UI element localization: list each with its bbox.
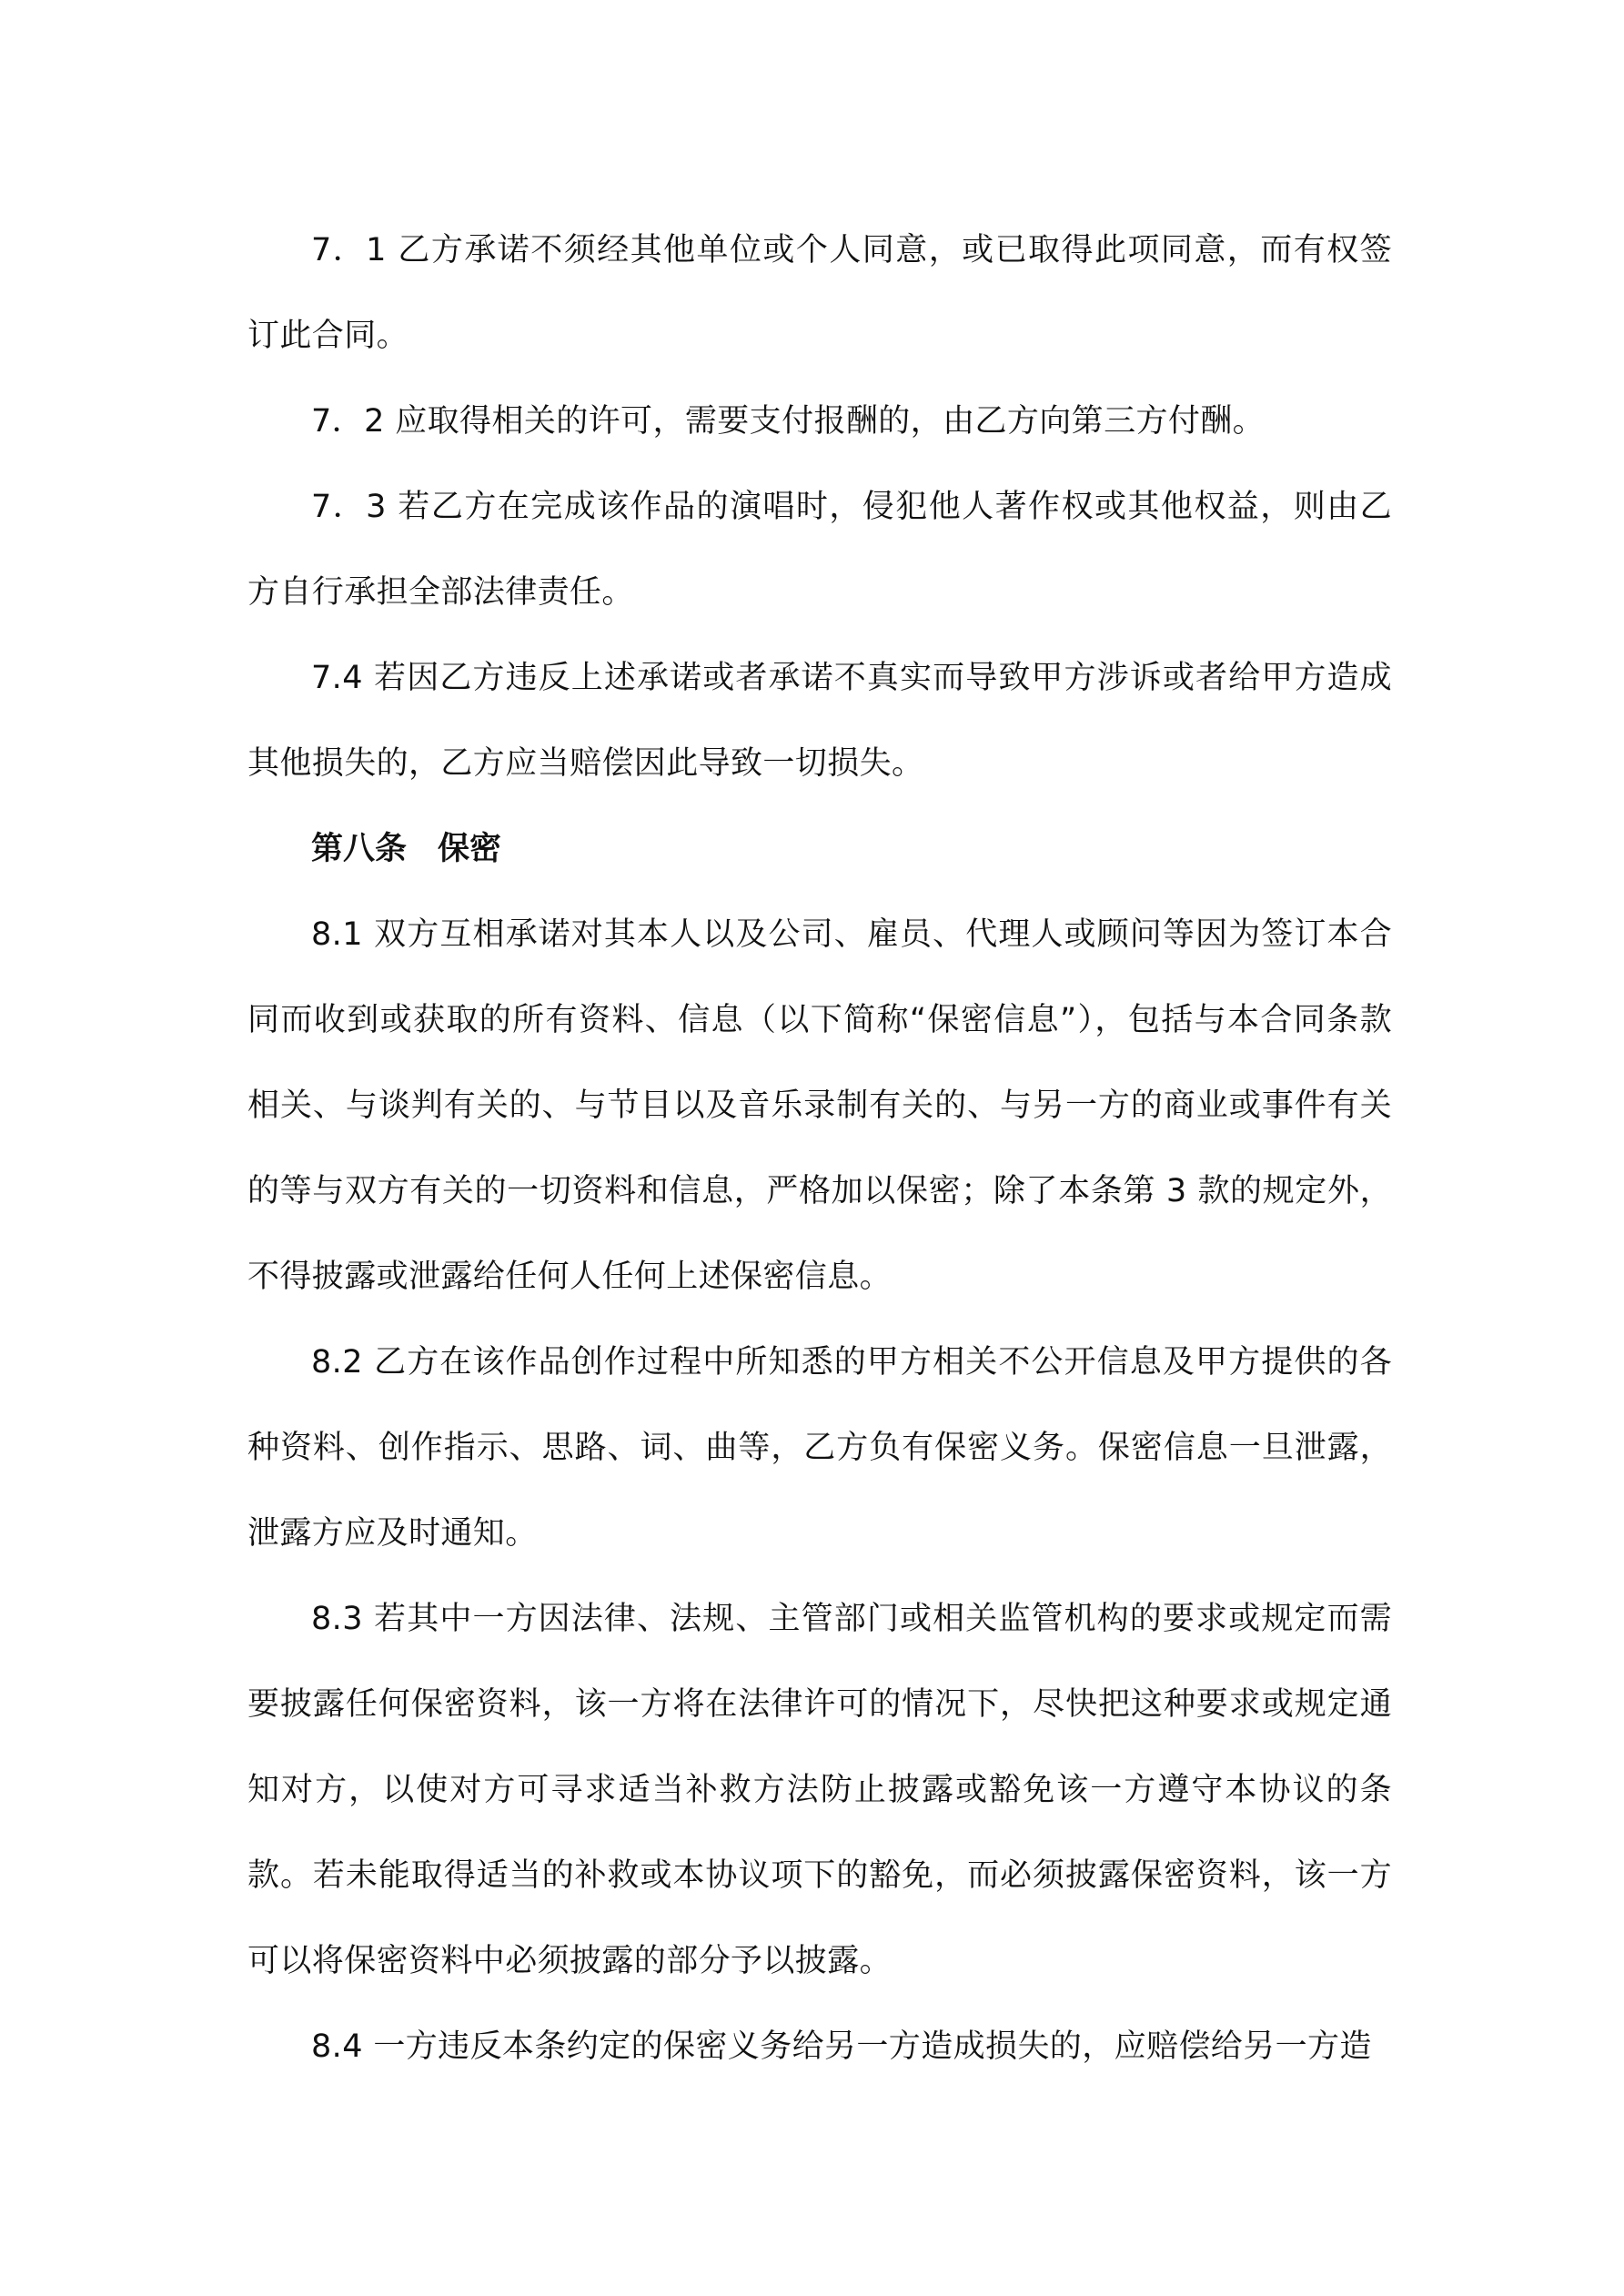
clause-8-4: 8.4 一方违反本条约定的保密义务给另一方造成损失的，应赔偿给另一方造	[311, 2028, 1372, 2065]
clause-7-2: 7．2 应取得相关的许可，需要支付报酬的，由乙方向第三方付酬。	[311, 403, 1266, 440]
clause-7-1: 7．1 乙方承诺不须经其他单位或个人同意，或已取得此项同意，而有权签订此合同。	[247, 232, 1392, 354]
article-number: 第八条	[311, 831, 408, 867]
clause-8-2: 8.2 乙方在该作品创作过程中所知悉的甲方相关不公开信息及甲方提供的各种资料、创作指示、思路、词、曲等，乙方负有保密义务。保密信息一旦泄露，泄露方应及时通知。	[247, 1344, 1392, 1552]
clause-8-3: 8.3 若其中一方因法律、法规、主管部门或相关监管机构的要求或规定而需要披露任何保密资料，该一方将在法律许可的情况下，尽快把这种要求或规定通知对方，以使对方可寻求适当补救方法防止披露或豁免该一方遵守本协议的条款。若未能取得适当的补救或本协议项下的豁免，而必须披露保密资料，该一方可以将保密资料中必须披露的部分予以披露。	[247, 1601, 1392, 1979]
clause-7-3: 7．3 若乙方在完成该作品的演唱时，侵犯他人著作权或其他权益，则由乙方自行承担全部法律责任。	[247, 489, 1392, 611]
document-page	[247, 207, 1392, 2089]
section-heading-8	[247, 806, 1392, 892]
article-title: 保密	[438, 831, 502, 867]
clause-7-4: 7.4 若因乙方违反上述承诺或者承诺不真实而导致甲方涉诉或者给甲方造成其他损失的，乙方应当赔偿因此导致一切损失。	[247, 660, 1392, 782]
clause-8-1: 8.1 双方互相承诺对其本人以及公司、雇员、代理人或顾问等因为签订本合同而收到或获取的所有资料、信息（以下简称“保密信息”），包括与本合同条款相关、与谈判有关的、与节目以及音乐录制有关的、与另一方的商业或事件有关的等与双方有关的一切资料和信息，严格加以保密；除了本条第 3 款的规定外，不得披露或泄露给任何人任何上述保密信息。	[247, 916, 1392, 1295]
